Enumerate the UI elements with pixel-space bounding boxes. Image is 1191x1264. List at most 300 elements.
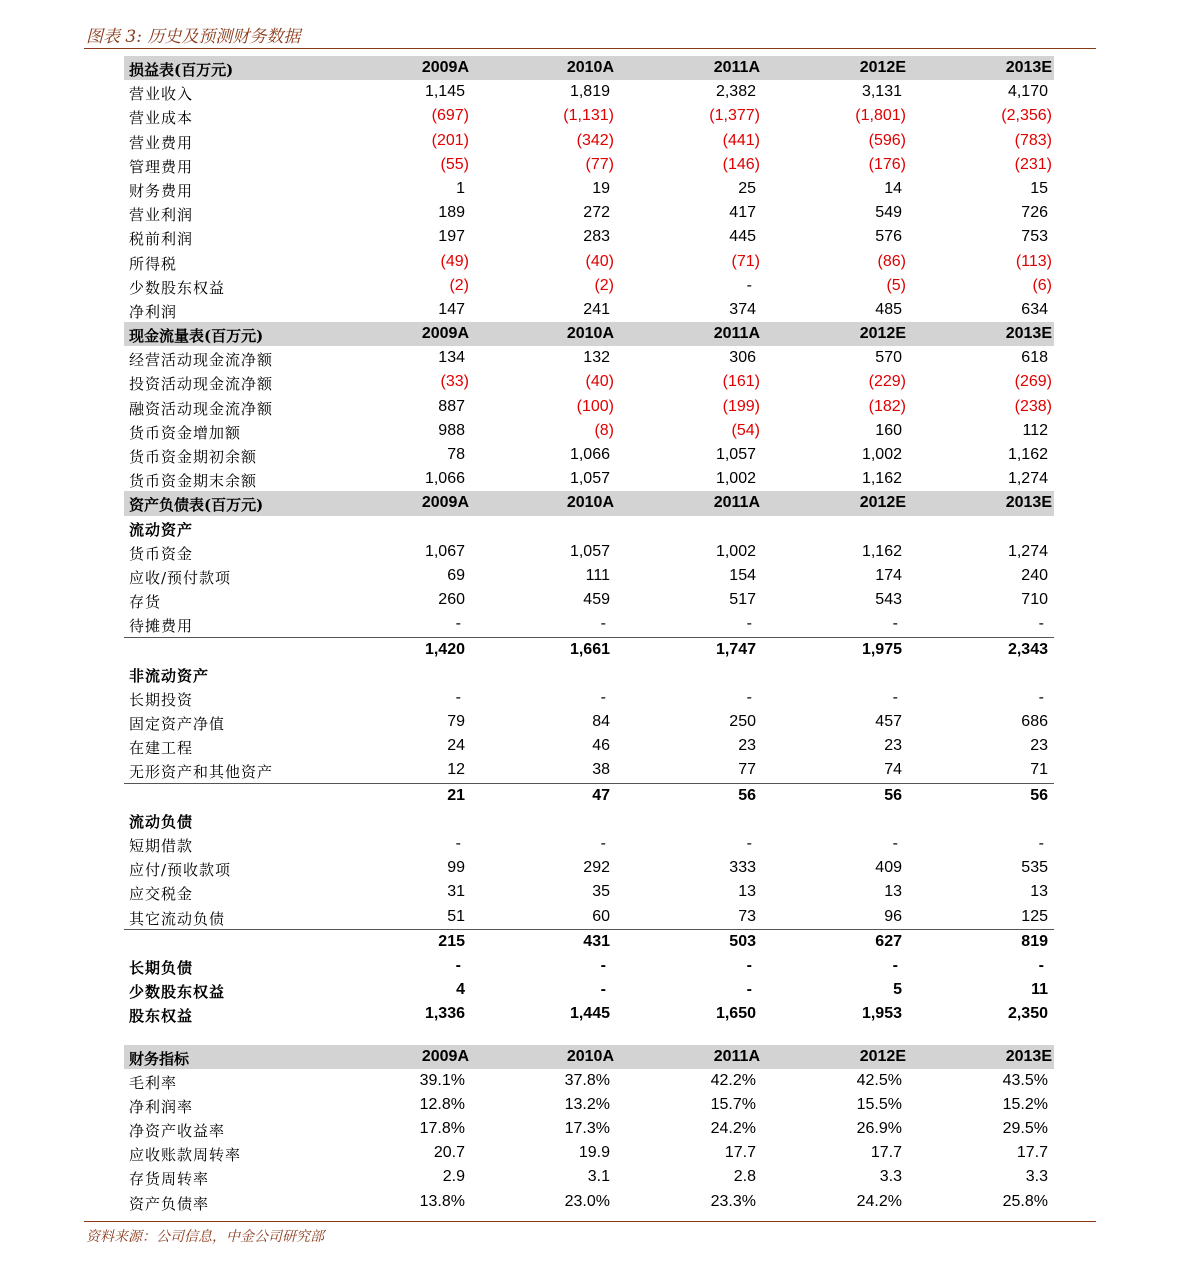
table-row (124, 564, 1054, 588)
cell-value: (1,801) (855, 107, 906, 125)
source-note: 资料来源：公司信息，中金公司研究部 (86, 1229, 324, 1245)
cell-value: 12 (447, 761, 465, 779)
cell-value: 99 (447, 859, 465, 877)
cell-value: 503 (729, 932, 756, 950)
cell-value: 29.5% (1002, 1120, 1048, 1138)
cell-value: 2012E (859, 494, 906, 512)
cell-value: - (746, 835, 752, 852)
cell-value: (231) (1014, 155, 1052, 173)
cell-value: (697) (431, 107, 469, 125)
cell-value: (182) (868, 397, 906, 415)
row-label: 营业费用 (129, 133, 194, 152)
cell-value: 535 (1021, 859, 1048, 877)
row-label: 流动负债 (129, 812, 194, 831)
cell-value: 13.8% (419, 1192, 465, 1210)
row-label: 在建工程 (129, 739, 194, 758)
table-row (124, 346, 1054, 370)
cell-value: 35 (592, 883, 610, 901)
table-row (124, 467, 1054, 491)
cell-value: (146) (722, 155, 760, 173)
cell-value: (49) (440, 252, 469, 270)
cell-value: 24.2% (710, 1120, 756, 1138)
cell-value: 2011A (713, 325, 760, 343)
cell-value: 23.0% (564, 1192, 610, 1210)
cell-value: 154 (729, 566, 756, 584)
cell-value: - (746, 956, 752, 974)
cell-value: 3.3 (1025, 1168, 1048, 1186)
cell-value: 2010A (566, 59, 614, 76)
cell-value: - (455, 835, 461, 852)
cell-value: 1,274 (1007, 470, 1048, 488)
row-label: 净利润率 (129, 1097, 194, 1116)
cell-value: 20.7 (433, 1144, 465, 1162)
cell-value: 333 (729, 859, 756, 877)
cell-value: - (600, 615, 606, 633)
cell-value: 197 (438, 228, 465, 246)
cell-value: 74 (884, 761, 902, 779)
table-row (124, 662, 1054, 686)
row-label: 所得税 (129, 254, 178, 273)
row-label: 营业成本 (129, 109, 194, 128)
cell-value: 96 (884, 907, 902, 925)
cell-value: 132 (583, 349, 610, 367)
table-row (124, 808, 1054, 832)
row-label: 货币资金增加额 (129, 423, 242, 442)
cell-value: 1,445 (569, 1005, 610, 1023)
cell-value: 13.2% (564, 1095, 610, 1113)
cell-value: - (600, 956, 606, 974)
cell-value: 576 (875, 228, 902, 246)
cell-value: (441) (722, 131, 760, 149)
cell-value: 56 (1030, 786, 1048, 804)
cell-value: 3.3 (879, 1168, 902, 1186)
table-row (124, 1190, 1054, 1214)
cell-value: 517 (729, 591, 756, 609)
row-label: 无形资产和其他资产 (129, 763, 274, 782)
cell-value: 250 (729, 713, 756, 731)
cell-value: 2011A (713, 1047, 760, 1065)
figure-title: 图表 3: 历史及预测财务数据 (86, 27, 301, 47)
financial-table (124, 56, 1054, 1214)
table-row (124, 80, 1054, 104)
cell-value: 42.2% (710, 1071, 756, 1089)
cell-value: - (746, 688, 752, 706)
cell-value: 84 (592, 713, 610, 731)
cell-value: (55) (440, 155, 469, 173)
row-label: 营业利润 (129, 206, 194, 225)
table-row (124, 710, 1054, 734)
cell-value: 283 (583, 228, 610, 246)
cell-value: 686 (1021, 713, 1048, 731)
row-label: 资产负债表(百万元) (129, 496, 264, 515)
table-row (124, 832, 1054, 856)
cell-value: 2010A (566, 1047, 614, 1065)
cell-value: 241 (583, 300, 610, 318)
cell-value: (238) (1014, 397, 1052, 415)
cell-value: 79 (447, 713, 465, 731)
row-label: 流动资产 (129, 520, 194, 539)
cell-value: (54) (731, 421, 760, 439)
cell-value: 417 (729, 204, 756, 222)
cell-value: 1,057 (715, 446, 756, 463)
table-row (124, 686, 1054, 710)
cell-value: - (600, 688, 606, 706)
section-header-row (124, 322, 1054, 346)
row-label: 损益表(百万元) (129, 61, 234, 79)
row-label: 现金流量表(百万元) (129, 327, 264, 346)
cell-value: - (746, 615, 752, 633)
table-row (124, 177, 1054, 201)
cell-value: 1,650 (715, 1005, 756, 1023)
cell-value: 2013E (1005, 1047, 1052, 1065)
cell-value: - (1038, 835, 1044, 852)
cell-value: 1,162 (1007, 446, 1048, 463)
cell-value: 1,066 (424, 470, 465, 488)
cell-value: 15.7% (710, 1095, 756, 1113)
cell-value: 1,953 (861, 1005, 902, 1023)
cell-value: 1,145 (424, 83, 465, 101)
cell-value: 1,819 (569, 83, 610, 101)
cell-value: (33) (440, 373, 469, 391)
cell-value: - (746, 981, 752, 999)
cell-value: - (746, 276, 752, 294)
table-row (124, 516, 1054, 540)
row-label: 其它流动负债 (129, 909, 226, 928)
cell-value: (269) (1014, 373, 1052, 391)
row-label: 少数股东权益 (129, 983, 226, 1002)
table-row (124, 395, 1054, 419)
table-row (124, 104, 1054, 128)
cell-value: 2012E (859, 1047, 906, 1065)
table-row (124, 1069, 1054, 1093)
row-label: 营业收入 (129, 85, 194, 104)
cell-value: 17.7 (870, 1144, 902, 1162)
cell-value: 26.9% (856, 1120, 902, 1138)
table-row (124, 201, 1054, 225)
table-row (124, 905, 1054, 929)
row-label: 长期投资 (129, 690, 194, 709)
cell-value: 2013E (1005, 59, 1052, 76)
cell-value: 13 (884, 883, 902, 901)
cell-value: 5 (893, 981, 902, 999)
cell-value: 42.5% (856, 1071, 902, 1089)
cell-value: 25 (738, 179, 756, 197)
cell-value: 819 (1021, 932, 1048, 950)
cell-value: 14 (884, 179, 902, 197)
row-label: 融资活动现金流净额 (129, 399, 274, 418)
cell-value: 409 (875, 859, 902, 877)
cell-value: 260 (438, 591, 465, 609)
table-row (124, 419, 1054, 443)
table-row (124, 734, 1054, 758)
table-row (124, 1027, 1054, 1045)
cell-value: 1,975 (861, 640, 902, 658)
cell-value: 78 (447, 446, 465, 463)
section-header-row (124, 1045, 1054, 1069)
table-row (124, 612, 1054, 636)
row-label: 待摊费用 (129, 617, 194, 636)
cell-value: 549 (875, 204, 902, 222)
cell-value: 1,057 (569, 542, 610, 560)
cell-value: (86) (877, 252, 906, 270)
cell-value: 1,661 (569, 640, 610, 658)
cell-value: 1,002 (861, 446, 902, 463)
cell-value: - (892, 615, 898, 633)
cell-value: 24 (447, 737, 465, 755)
cell-value: 215 (438, 932, 465, 950)
cell-value: 37.8% (564, 1071, 610, 1089)
cell-value: 753 (1021, 228, 1048, 246)
cell-value: 2011A (713, 494, 760, 512)
table-row (124, 856, 1054, 880)
row-label: 财务指标 (129, 1049, 190, 1068)
cell-value: 21 (447, 786, 465, 804)
cell-value: (199) (722, 397, 760, 415)
cell-value: 2013E (1005, 325, 1052, 343)
table-row (124, 370, 1054, 394)
cell-value: 3.1 (587, 1168, 610, 1186)
cell-value: 51 (447, 907, 465, 925)
cell-value: 543 (875, 591, 902, 609)
row-label: 短期借款 (129, 837, 194, 855)
cell-value: 134 (438, 349, 465, 367)
cell-value: 1,067 (424, 542, 465, 560)
cell-value: - (600, 981, 606, 999)
cell-value: 3,131 (861, 83, 902, 101)
row-label: 少数股东权益 (129, 278, 226, 297)
cell-value: 17.7 (724, 1144, 756, 1162)
cell-value: - (1038, 688, 1044, 706)
section-header-row (124, 56, 1054, 80)
cell-value: 2012E (859, 59, 906, 76)
cell-value: (71) (731, 252, 760, 270)
cell-value: 125 (1021, 907, 1048, 925)
cell-value: 457 (875, 713, 902, 731)
cell-value: 60 (592, 907, 610, 925)
cell-value: 988 (438, 421, 465, 439)
table-row (124, 129, 1054, 153)
cell-value: 39.1% (419, 1071, 465, 1089)
cell-value: 374 (729, 300, 756, 318)
cell-value: 2011A (713, 59, 760, 76)
row-label: 净利润 (129, 302, 178, 321)
subtotal-row (124, 637, 1054, 662)
cell-value: 2.8 (733, 1168, 756, 1186)
cell-value: 2010A (566, 325, 614, 343)
cell-value: - (892, 688, 898, 706)
cell-value: 1,066 (569, 446, 610, 463)
cell-value: 47 (592, 786, 610, 804)
row-label: 投资活动现金流净额 (129, 375, 274, 394)
cell-value: (2,356) (1001, 107, 1052, 125)
cell-value: 19.9 (578, 1144, 610, 1162)
cell-value: 2010A (566, 494, 614, 512)
cell-value: 1,274 (1007, 542, 1048, 560)
subtotal-row (124, 929, 1054, 954)
cell-value: 2.9 (442, 1168, 465, 1186)
table-row (124, 250, 1054, 274)
table-row (124, 758, 1054, 782)
cell-value: (2) (449, 276, 469, 294)
cell-value: 272 (583, 204, 610, 222)
cell-value: 1,002 (715, 542, 756, 560)
cell-value: 46 (592, 737, 610, 755)
row-label: 应交税金 (129, 885, 194, 904)
cell-value: 1,057 (569, 470, 610, 488)
table-row (124, 1002, 1054, 1026)
row-label: 管理费用 (129, 157, 194, 176)
cell-value: - (892, 835, 898, 852)
cell-value: 56 (884, 786, 902, 804)
cell-value: 13 (1030, 883, 1048, 901)
cell-value: - (892, 956, 898, 974)
row-label: 股东权益 (129, 1007, 194, 1026)
cell-value: 726 (1021, 204, 1048, 222)
row-label: 应收/预付款项 (129, 568, 232, 587)
row-label: 非流动资产 (129, 666, 210, 685)
cell-value: (40) (585, 252, 614, 270)
row-label: 财务费用 (129, 181, 194, 200)
cell-value: 4 (456, 981, 465, 999)
cell-value: 15.2% (1002, 1095, 1048, 1113)
cell-value: 43.5% (1002, 1071, 1048, 1089)
cell-value: 240 (1021, 566, 1048, 584)
cell-value: (783) (1014, 131, 1052, 149)
cell-value: (1,377) (709, 107, 760, 125)
cell-value: - (455, 956, 461, 974)
cell-value: 24.2% (856, 1192, 902, 1210)
title-divider (84, 48, 1096, 49)
row-label: 应付/预收款项 (129, 861, 232, 880)
cell-value: 292 (583, 859, 610, 877)
table-row (124, 225, 1054, 249)
cell-value: 445 (729, 228, 756, 246)
cell-value: 1,420 (424, 640, 465, 658)
cell-value: 23 (1030, 737, 1048, 755)
cell-value: 112 (1022, 421, 1048, 439)
cell-value: (6) (1032, 276, 1052, 294)
subtotal-row (124, 783, 1054, 808)
table-row (124, 153, 1054, 177)
table-row (124, 978, 1054, 1002)
cell-value: 2,350 (1007, 1005, 1048, 1023)
cell-value: - (1038, 615, 1044, 633)
row-label: 毛利率 (129, 1073, 178, 1092)
cell-value: 160 (875, 421, 902, 439)
table-row (124, 443, 1054, 467)
cell-value: 17.7 (1016, 1144, 1048, 1162)
row-label: 长期负债 (129, 958, 194, 977)
cell-value: 1,747 (715, 640, 756, 658)
cell-value: 459 (583, 591, 610, 609)
cell-value: 2012E (859, 325, 906, 343)
row-label: 应收账款周转率 (129, 1146, 242, 1165)
cell-value: - (600, 835, 606, 852)
cell-value: 17.8% (419, 1120, 465, 1138)
cell-value: 570 (875, 349, 902, 367)
table-row (124, 1093, 1054, 1117)
cell-value: (176) (868, 155, 906, 173)
row-label: 存货周转率 (129, 1170, 210, 1189)
cell-value: 1,336 (424, 1005, 465, 1023)
cell-value: - (1038, 956, 1044, 974)
cell-value: 2009A (421, 494, 469, 512)
cell-value: 12.8% (419, 1095, 465, 1113)
cell-value: 111 (585, 566, 610, 584)
table-row (124, 588, 1054, 612)
cell-value: 1,162 (861, 542, 902, 560)
cell-value: 19 (592, 179, 610, 197)
cell-value: 71 (1030, 761, 1048, 779)
cell-value: 627 (875, 932, 902, 950)
cell-value: 2013E (1005, 494, 1052, 512)
table-row (124, 1165, 1054, 1189)
cell-value: 2,343 (1007, 640, 1048, 658)
cell-value: 69 (447, 566, 465, 584)
cell-value: (161) (722, 373, 760, 391)
row-label: 固定资产净值 (129, 715, 226, 734)
cell-value: (5) (886, 276, 906, 294)
cell-value: (100) (576, 397, 614, 415)
cell-value: 306 (729, 349, 756, 367)
cell-value: 1,162 (861, 470, 902, 488)
cell-value: 1 (456, 179, 465, 197)
row-label: 货币资金 (129, 544, 194, 563)
row-label: 货币资金期初余额 (129, 448, 258, 466)
cell-value: 17.3% (564, 1120, 610, 1138)
cell-value: (201) (431, 131, 469, 149)
cell-value: - (455, 615, 461, 633)
row-label: 经营活动现金流净额 (129, 351, 274, 370)
cell-value: 11 (1031, 981, 1048, 999)
cell-value: 431 (583, 932, 610, 950)
cell-value: 634 (1021, 300, 1048, 318)
cell-value: 13 (738, 883, 756, 901)
table-row (124, 540, 1054, 564)
cell-value: (596) (868, 131, 906, 149)
row-label: 资产负债率 (129, 1194, 210, 1213)
cell-value: 56 (738, 786, 756, 804)
cell-value: 887 (438, 397, 465, 415)
cell-value: 73 (738, 907, 756, 925)
cell-value: 15.5% (856, 1095, 902, 1113)
section-header-row (124, 491, 1054, 515)
cell-value: (113) (1015, 252, 1052, 270)
row-label: 存货 (129, 593, 162, 612)
cell-value: 38 (592, 761, 610, 779)
cell-value: 485 (875, 300, 902, 318)
cell-value: 174 (875, 566, 902, 584)
table-row (124, 1117, 1054, 1141)
cell-value: 23 (738, 737, 756, 755)
row-label: 货币资金期末余额 (129, 472, 258, 491)
cell-value: 1,002 (715, 470, 756, 488)
table-row (124, 298, 1054, 322)
cell-value: 77 (738, 761, 756, 779)
cell-value: 31 (447, 883, 465, 901)
cell-value: 4,170 (1007, 83, 1048, 101)
cell-value: 25.8% (1002, 1192, 1048, 1210)
cell-value: 23 (884, 737, 902, 755)
table-row (124, 1141, 1054, 1165)
cell-value: (77) (585, 155, 614, 173)
cell-value: 189 (438, 204, 465, 222)
cell-value: 618 (1021, 349, 1048, 367)
table-row (124, 954, 1054, 978)
cell-value: (2) (594, 276, 614, 294)
row-label: 税前利润 (129, 230, 194, 249)
row-label: 净资产收益率 (129, 1122, 226, 1141)
